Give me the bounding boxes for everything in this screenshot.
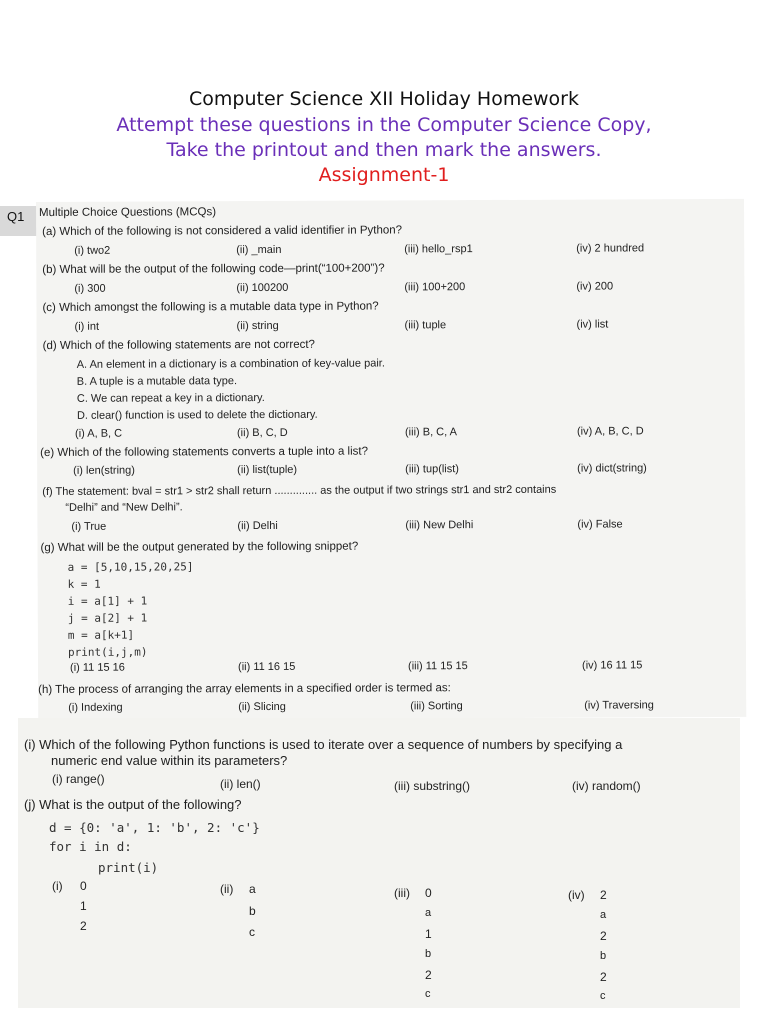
option-b-ii: (ii) 100200 bbox=[236, 281, 289, 295]
option-f-iii: (iii) New Delhi bbox=[405, 519, 474, 532]
statement-d-c: C. We can repeat a key in a dictionary. bbox=[76, 392, 265, 405]
question-f: (f) The statement: bval = str1 > str2 shall return .............. as the output if two strings str1 and str2 contains bbox=[42, 483, 557, 498]
option-b-i: (i) 300 bbox=[74, 282, 106, 295]
option-g-ii: (ii) 11 16 15 bbox=[238, 660, 296, 674]
statement-d-b: B. A tuple is a mutable data type. bbox=[76, 375, 238, 388]
option-d-ii: (ii) B, C, D bbox=[236, 426, 288, 440]
output-value: c bbox=[425, 988, 431, 1000]
option-e-iii: (iii) tup(list) bbox=[405, 463, 459, 476]
question-g: (g) What will be the output generated by the following snippet? bbox=[40, 540, 359, 554]
output-value: 0 bbox=[425, 886, 432, 900]
code-line: k = 1 bbox=[67, 577, 101, 591]
option-b-iii: (iii) 100+200 bbox=[404, 281, 466, 294]
option-h-i: (i) Indexing bbox=[68, 701, 123, 714]
option-h-iii: (iii) Sorting bbox=[410, 700, 463, 713]
option-a-ii: (ii) _main bbox=[236, 243, 282, 257]
output-value: b bbox=[600, 950, 607, 962]
document-title: Computer Science XII Holiday Homework bbox=[189, 88, 579, 110]
option-b-iv: (iv) 200 bbox=[576, 280, 614, 293]
output-value: 2 bbox=[600, 888, 607, 902]
output-value: 1 bbox=[80, 899, 87, 913]
option-c-ii: (ii) string bbox=[236, 319, 279, 333]
option-g-i: (i) 11 15 16 bbox=[70, 661, 125, 674]
instruction-line-1: Attempt these questions in the Computer Science Copy, bbox=[116, 114, 652, 136]
question-d: (d) Which of the following statements are not correct? bbox=[42, 338, 315, 352]
option-e-ii: (ii) list(tuple) bbox=[237, 463, 298, 477]
option-g-iv: (iv) 16 11 15 bbox=[582, 659, 643, 672]
output-value: b bbox=[425, 948, 432, 960]
option-g-iii: (iii) 11 15 15 bbox=[408, 660, 468, 673]
option-c-iv: (iv) list bbox=[576, 318, 609, 331]
option-d-iv: (iv) A, B, C, D bbox=[576, 425, 644, 438]
question-c: (c) Which amongst the following is a mutable data type in Python? bbox=[42, 300, 379, 314]
output-value: 2 bbox=[425, 968, 432, 982]
option-f-ii: (ii) Delhi bbox=[237, 519, 278, 533]
code-line: print(i,j,m) bbox=[67, 645, 148, 659]
question-j: (j) What is the output of the following? bbox=[24, 797, 242, 812]
output-value: b bbox=[249, 904, 256, 918]
output-value: a bbox=[600, 909, 607, 921]
code-line: for i in d: bbox=[49, 839, 132, 854]
option-f-i: (i) True bbox=[71, 520, 107, 533]
option-a-i: (i) two2 bbox=[74, 244, 111, 257]
option-d-iii: (iii) B, C, A bbox=[404, 426, 457, 439]
question-number-tab: Q1 bbox=[0, 206, 40, 236]
option-a-iv: (iv) 2 hundred bbox=[576, 242, 645, 255]
output-value: a bbox=[425, 907, 432, 919]
output-value: 2 bbox=[600, 970, 607, 984]
option-a-iii: (iii) hello_rsp1 bbox=[404, 243, 473, 256]
option-c-iii: (iii) tuple bbox=[404, 319, 447, 332]
question-a: (a) Which of the following is not considered a valid identifier in Python? bbox=[42, 224, 403, 238]
output-value: a bbox=[249, 882, 256, 896]
option-d-i: (i) A, B, C bbox=[74, 427, 123, 440]
question-h: (h) The process of arranging the array elements in a specified order is termed as: bbox=[38, 682, 451, 696]
option-e-iv: (iv) dict(string) bbox=[577, 462, 647, 475]
output-value: 2 bbox=[600, 929, 607, 943]
option-h-iv: (iv) Traversing bbox=[584, 699, 654, 712]
question-e: (e) Which of the following statements converts a tuple into a list? bbox=[40, 445, 369, 459]
scanned-question-sheet-2 bbox=[18, 718, 740, 1008]
code-line: i = a[1] + 1 bbox=[67, 594, 148, 608]
instruction-line-2: Take the printout and then mark the answers. bbox=[166, 139, 602, 161]
assignment-label: Assignment-1 bbox=[318, 164, 450, 186]
option-c-i: (i) int bbox=[74, 320, 100, 333]
question-i-cont: numeric end value within its parameters? bbox=[51, 753, 288, 768]
option-j-iii-label: (iii) bbox=[394, 886, 410, 900]
option-i-ii: (ii) len() bbox=[220, 777, 261, 791]
code-line: j = a[2] + 1 bbox=[67, 611, 148, 625]
scanned-question-sheet-1 bbox=[36, 199, 746, 720]
option-j-i-label: (i) bbox=[52, 879, 63, 893]
output-value: 1 bbox=[425, 927, 432, 941]
statement-d-d: D. clear() function is used to delete the dictionary. bbox=[76, 408, 318, 422]
option-i-iii: (iii) substring() bbox=[394, 779, 471, 793]
code-line: a = [5,10,15,20,25] bbox=[67, 560, 194, 574]
output-value: 2 bbox=[80, 919, 87, 933]
question-i: (i) Which of the following Python functions is used to iterate over a sequence of numbers by specifying a bbox=[24, 737, 623, 752]
question-f-cont: “Delhi” and “New Delhi”. bbox=[65, 501, 183, 514]
mcq-heading: Multiple Choice Questions (MCQs) bbox=[39, 206, 217, 219]
question-b: (b) What will be the output of the following code—print(“100+200”)? bbox=[42, 262, 385, 276]
option-h-ii: (ii) Slicing bbox=[238, 700, 286, 714]
statement-d-a: A. An element in a dictionary is a combination of key-value pair. bbox=[76, 357, 385, 371]
output-value: 0 bbox=[80, 879, 87, 893]
option-e-i: (i) len(string) bbox=[73, 464, 135, 477]
option-j-ii-label: (ii) bbox=[220, 882, 234, 896]
option-i-iv: (iv) random() bbox=[572, 779, 641, 793]
code-line: print(i) bbox=[98, 860, 159, 875]
output-value: c bbox=[249, 925, 255, 939]
code-line: m = a[k+1] bbox=[67, 628, 135, 642]
code-line: d = {0: 'a', 1: 'b', 2: 'c'} bbox=[49, 820, 260, 835]
option-i-i: (i) range() bbox=[52, 772, 105, 786]
option-j-iv-label: (iv) bbox=[568, 888, 585, 902]
option-f-iv: (iv) False bbox=[577, 518, 623, 531]
output-value: c bbox=[600, 990, 606, 1002]
